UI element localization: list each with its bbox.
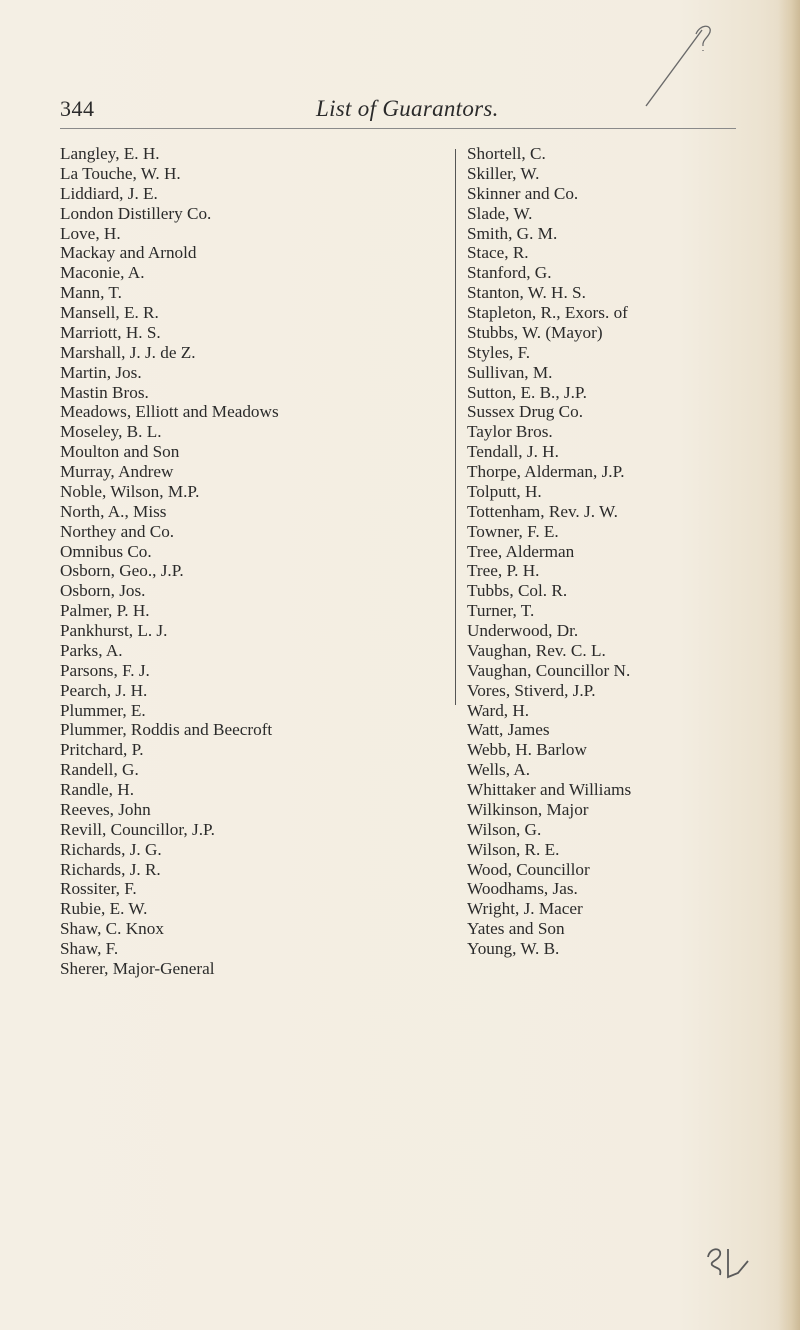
guarantor-entry: Tubbs, Col. R.	[467, 581, 568, 601]
guarantor-entry: Mackay and Arnold	[60, 243, 197, 263]
guarantor-entry: Vores, Stiverd, J.P.	[467, 680, 596, 700]
guarantor-entry: Marshall, J. J. de Z.	[60, 342, 196, 362]
guarantor-entry: Parks, A.	[60, 640, 123, 660]
guarantor-entry: Stanton, W. H. S.	[467, 283, 586, 303]
guarantor-entry: Richards, J. G.	[60, 839, 162, 859]
guarantor-entry: Sherer, Major-General	[60, 958, 215, 978]
guarantor-entry: Noble, Wilson, M.P.	[60, 481, 200, 501]
guarantor-entry: Plummer, Roddis and Beecroft	[60, 720, 273, 740]
guarantor-entry: Thorpe, Alderman, J.P.	[467, 462, 625, 481]
guarantor-entry: Yates and Son	[467, 919, 565, 939]
guarantor-entry: Stace, R.	[467, 243, 529, 263]
guarantor-entry: Pankhurst, L. J.	[60, 621, 168, 640]
guarantor-entry: Plummer, E.	[60, 700, 146, 720]
guarantor-entry: Shortell, C.	[467, 144, 546, 163]
header-rule	[60, 128, 736, 129]
guarantor-entry: Maconie, A.	[60, 263, 145, 283]
guarantor-entry: Pritchard, P.	[60, 740, 144, 760]
guarantor-entry: Martin, Jos.	[60, 362, 142, 382]
guarantor-entry: Smith, G. M.	[467, 223, 558, 243]
running-title: List of Guarantors.	[316, 96, 499, 121]
guarantor-entry: Tolputt, H.	[467, 481, 542, 501]
guarantor-entry: Sullivan, M.	[467, 362, 553, 382]
page-number: 344	[60, 96, 95, 121]
guarantor-entry: Sutton, E. B., J.P.	[467, 382, 587, 402]
guarantor-entry: Tree, Alderman	[467, 541, 575, 561]
guarantor-entry: Palmer, P. H.	[60, 601, 150, 621]
guarantor-entry: London Distillery Co.	[60, 203, 212, 223]
guarantor-entry: Wright, J. Macer	[467, 899, 583, 919]
column-divider	[455, 149, 456, 705]
pencil-annotation-mark	[640, 20, 720, 110]
guarantor-entry: Stapleton, R., Exors. of	[467, 303, 628, 322]
guarantor-entry: Stubbs, W. (Mayor)	[467, 322, 603, 342]
guarantor-entry: Sussex Drug Co.	[467, 402, 584, 422]
guarantor-entry: Omnibus Co.	[60, 541, 152, 561]
guarantor-entry: Osborn, Jos.	[60, 581, 146, 601]
guarantor-entry: Love, H.	[60, 223, 121, 243]
guarantor-entry: Wood, Councillor	[467, 859, 590, 879]
guarantor-entry: Wilson, G.	[467, 819, 542, 839]
guarantor-entry: Tree, P. H.	[467, 561, 540, 581]
guarantor-entry: Parsons, F. J.	[60, 660, 150, 680]
guarantor-entry: Tottenham, Rev. J. W.	[467, 501, 618, 521]
guarantor-entry: Shaw, C. Knox	[60, 919, 164, 939]
guarantor-entry: La Touche, W. H.	[60, 163, 181, 183]
guarantor-entry: Young, W. B.	[467, 939, 560, 958]
guarantor-entry: Taylor Bros.	[467, 422, 553, 442]
guarantor-entry: Skiller, W.	[467, 163, 540, 183]
guarantors-left-column	[60, 144, 360, 979]
guarantor-entry: Ward, H.	[467, 700, 530, 720]
guarantor-entry: Skinner and Co.	[467, 183, 579, 203]
guarantor-entry: Marriott, H. S.	[60, 322, 161, 342]
guarantor-entry: Moseley, B. L.	[60, 422, 162, 442]
guarantor-entry: Turner, T.	[467, 601, 535, 621]
guarantor-entry: Wilson, R. E.	[467, 839, 560, 859]
guarantor-entry: Wilkinson, Major	[467, 799, 589, 819]
guarantor-entry: Mastin Bros.	[60, 382, 149, 402]
guarantor-entry: North, A., Miss	[60, 501, 167, 521]
guarantors-right-column	[467, 144, 737, 959]
guarantor-entry: Watt, James	[467, 720, 550, 740]
guarantor-entry: Rossiter, F.	[60, 879, 137, 899]
guarantor-entry: Towner, F. E.	[467, 521, 559, 541]
guarantor-entry: Wells, A.	[467, 760, 531, 780]
guarantor-entry: Langley, E. H.	[60, 144, 160, 163]
guarantor-entry: Shaw, F.	[60, 939, 119, 958]
guarantor-entry: Meadows, Elliott and Meadows	[60, 402, 279, 422]
guarantor-entry: Randell, G.	[60, 760, 139, 780]
guarantor-entry: Rubie, E. W.	[60, 899, 148, 919]
guarantor-entry: Webb, H. Barlow	[467, 740, 587, 760]
pencil-shelfmark	[704, 1243, 760, 1283]
guarantor-entry: Woodhams, Jas.	[467, 879, 578, 899]
guarantor-entry: Northey and Co.	[60, 521, 175, 541]
guarantor-entry: Liddiard, J. E.	[60, 183, 158, 203]
guarantor-entry: Stanford, G.	[467, 263, 552, 283]
guarantor-entry: Styles, F.	[467, 342, 531, 362]
guarantor-entry: Moulton and Son	[60, 442, 180, 462]
page-edge-shadow	[778, 0, 800, 1330]
guarantor-entry: Murray, Andrew	[60, 462, 174, 481]
guarantor-entry: Revill, Councillor, J.P.	[60, 819, 215, 839]
guarantor-entry: Mansell, E. R.	[60, 303, 159, 322]
guarantor-entry: Osborn, Geo., J.P.	[60, 561, 184, 581]
guarantor-entry: Randle, H.	[60, 780, 134, 799]
guarantor-entry: Mann, T.	[60, 283, 122, 303]
guarantor-entry: Underwood, Dr.	[467, 621, 579, 640]
guarantor-entry: Tendall, J. H.	[467, 442, 559, 462]
guarantor-entry: Vaughan, Councillor N.	[467, 660, 631, 680]
guarantor-entry: Richards, J. R.	[60, 859, 161, 879]
page-header	[60, 96, 740, 126]
guarantor-entry: Vaughan, Rev. C. L.	[467, 640, 606, 660]
guarantor-entry: Reeves, John	[60, 799, 151, 819]
guarantor-entry: Pearch, J. H.	[60, 680, 148, 700]
guarantor-entry: Whittaker and Williams	[467, 780, 632, 799]
guarantor-entry: Slade, W.	[467, 203, 533, 223]
